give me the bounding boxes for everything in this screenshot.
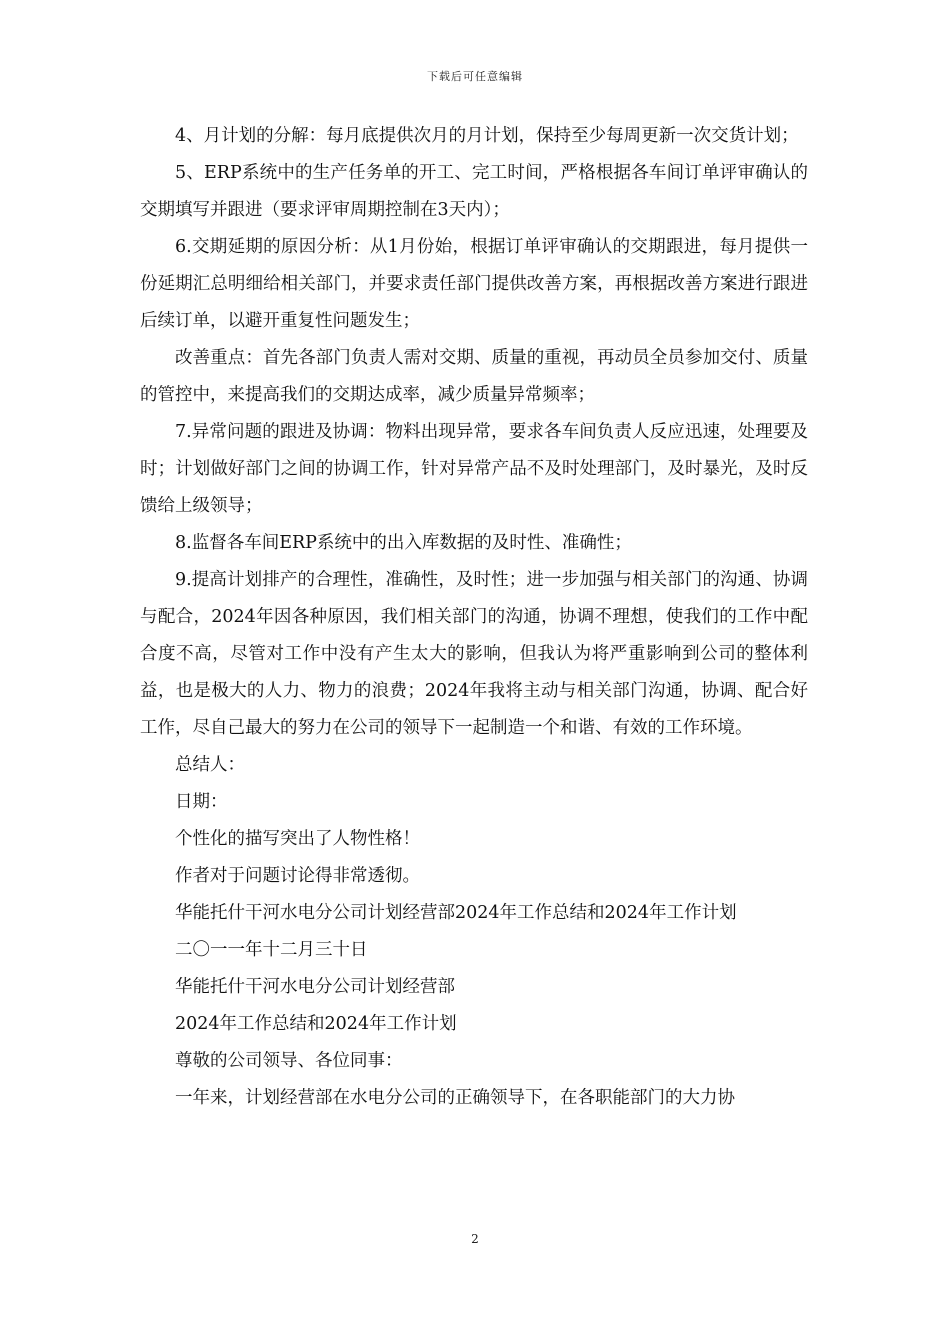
paragraph-item-9: 9.提高计划排产的合理性，准确性，及时性；进一步加强与相关部门的沟通、协调与配合，2024年因各种原因，我们相关部门的沟通，协调不理想，使我们的工作中配合度不高，尽管对工作中没有产生太大的影响，但我认为将严重影响到公司的整体利益，也是极大的人力、物力的浪费；2024年我将主动与相关部门沟通，协调、配合好工作，尽自己最大的努力在公司的领导下一起制造一个和谐、有效的工作环境。 — [140, 570, 808, 738]
comment-line-1: 个性化的描写突出了人物性格！ — [175, 829, 420, 849]
document-title-line: 华能托什干河水电分公司计划经营部2024年工作总结和2024年工作计划 — [175, 903, 737, 923]
salutation-line: 尊敬的公司领导、各位同事： — [175, 1051, 403, 1071]
department-line: 华能托什干河水电分公司计划经营部 — [175, 977, 455, 997]
opening-paragraph: 一年来，计划经营部在水电分公司的正确领导下，在各职能部门的大力协 — [175, 1088, 735, 1108]
comment-line-2: 作者对于问题讨论得非常透彻。 — [175, 866, 420, 886]
date-line: 日期： — [175, 792, 228, 812]
paragraph-item-7: 7.异常问题的跟进及协调：物料出现异常，要求各车间负责人反应迅速，处理要及时；计划做好部门之间的协调工作，针对异常产品不及时处理部门，及时暴光，及时反馈给上级领导； — [140, 422, 808, 516]
subtitle-line: 2024年工作总结和2024年工作计划 — [175, 1014, 457, 1034]
paragraph-item-6: 6.交期延期的原因分析：从1月份始，根据订单评审确认的交期跟进，每月提供一份延期汇总明细给相关部门，并要求责任部门提供改善方案，再根据改善方案进行跟进后续订单，以避开重复性问题发生； — [140, 237, 808, 331]
paragraph-item-4: 4、月计划的分解：每月底提供次月的月计划，保持至少每周更新一次交货计划； — [175, 126, 799, 146]
summarizer-line: 总结人： — [175, 755, 245, 775]
paragraph-item-8: 8.监督各车间ERP系统中的出入库数据的及时性、准确性； — [175, 533, 632, 553]
document-date-line: 二〇一一年十二月三十日 — [175, 940, 368, 960]
paragraph-item-5: 5、ERP系统中的生产任务单的开工、完工时间，严格根据各车间订单评审确认的交期填写并跟进（要求评审周期控制在3天内）； — [140, 163, 808, 220]
paragraph-improvement-focus: 改善重点：首先各部门负责人需对交期、质量的重视，再动员全员参加交付、质量的管控中，来提高我们的交期达成率，减少质量异常频率； — [140, 348, 808, 405]
document-body — [140, 118, 808, 1117]
page-header: 下载后可任意编辑 — [427, 70, 523, 83]
page-number: 2 — [471, 1232, 479, 1246]
